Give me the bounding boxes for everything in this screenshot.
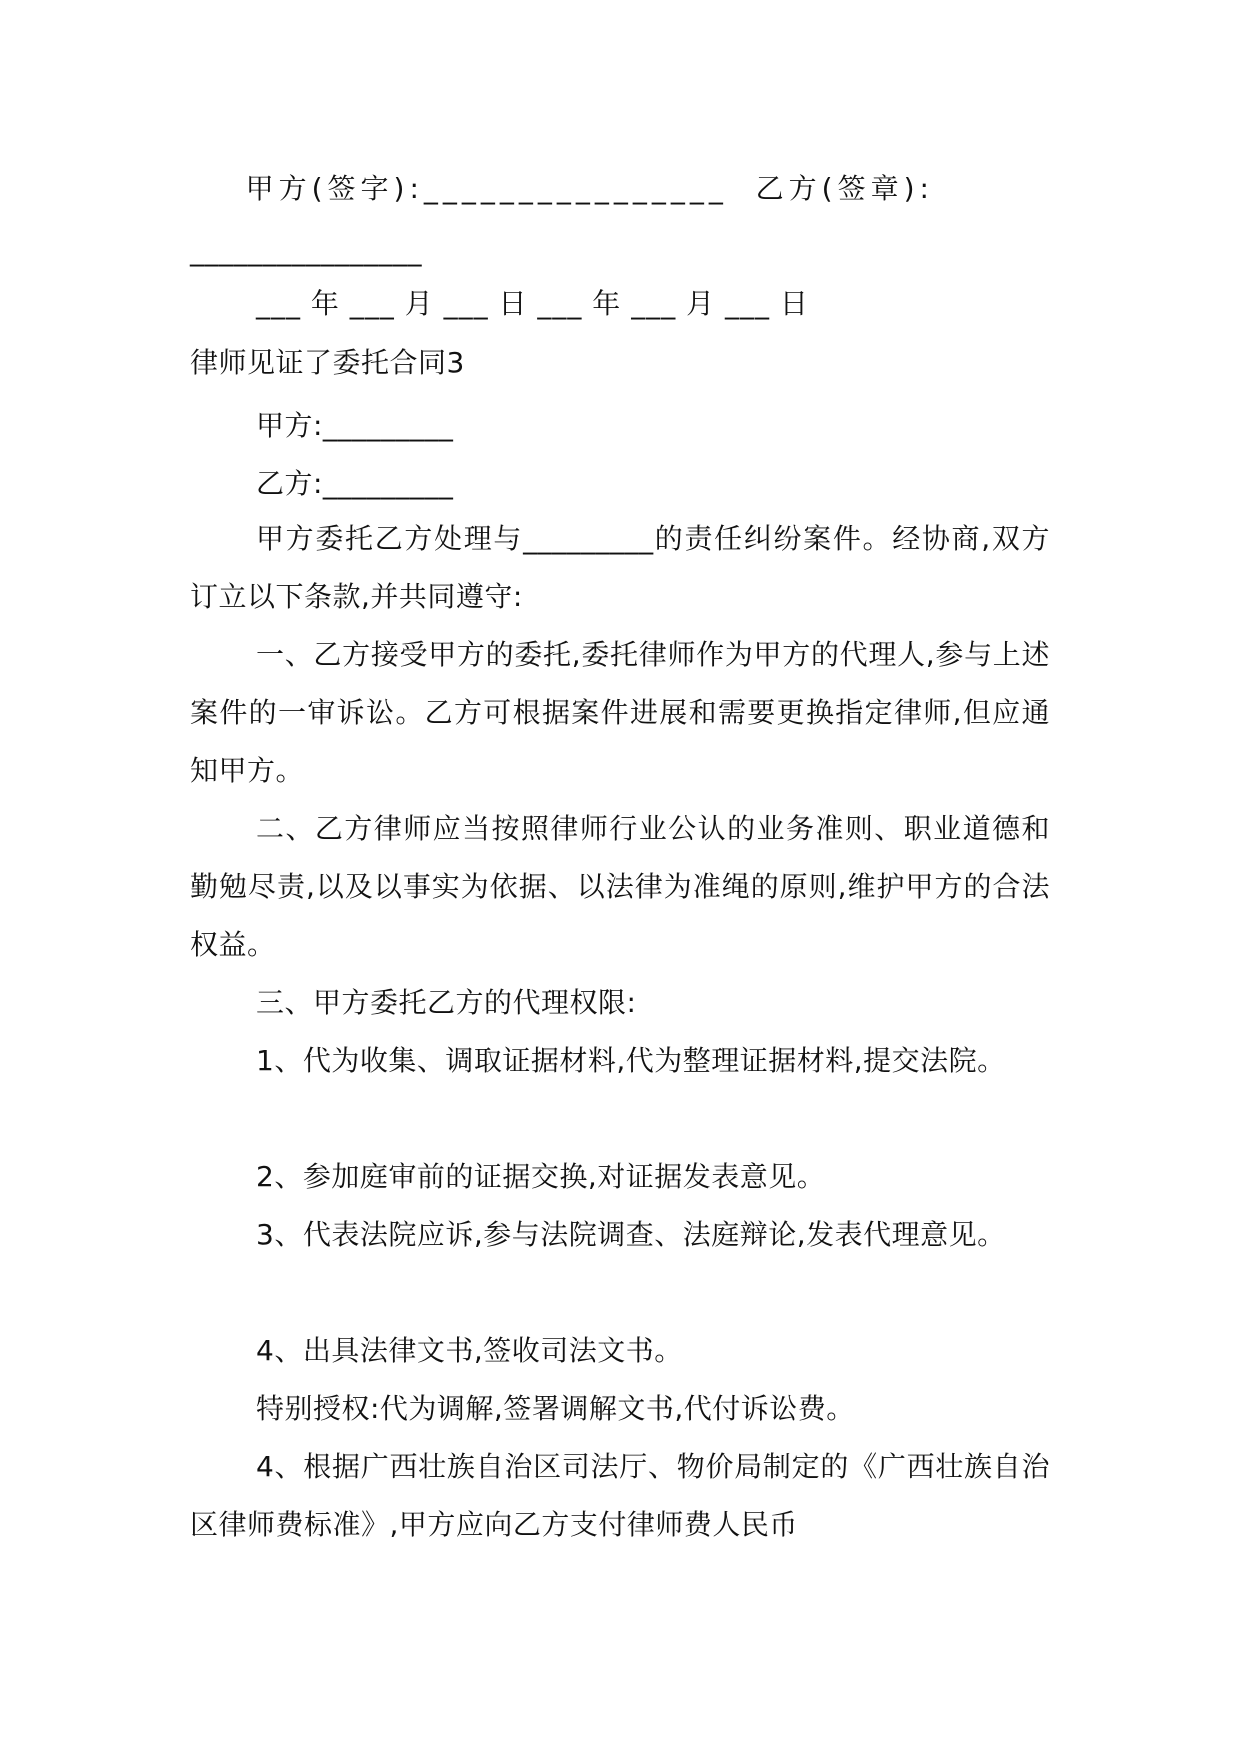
signature-line: 甲方(签字):________________ 乙方(签章): (190, 172, 934, 205)
paragraph-1: 甲方委托乙方处理与_________的责任纠纷案件。经协商,双方订立以下条款,并共同遵守: (190, 522, 1050, 613)
paragraph-8: 4、出具法律文书,签收司法文书。 (256, 1334, 683, 1367)
paragraph-4: 三、甲方委托乙方的代理权限: (256, 986, 637, 1019)
paragraph-7: 3、代表法院应诉,参与法院调查、法庭辩论,发表代理意见。 (256, 1218, 1006, 1251)
paragraph-9: 特别授权:代为调解,签署调解文书,代付诉讼费。 (256, 1392, 855, 1425)
paragraph-10: 4、根据广西壮族自治区司法厅、物价局制定的《广西壮族自治区律师费标准》,甲方应向乙方支付律师费人民币 (190, 1450, 1050, 1541)
paragraph-5: 1、代为收集、调取证据材料,代为整理证据材料,提交法院。 (256, 1044, 1006, 1077)
signature-underline: ________________ (190, 234, 422, 267)
party-a-field: 甲方:_________ (256, 409, 454, 442)
document-title: 律师见证了委托合同3 (190, 346, 465, 379)
date-line: ___ 年 ___ 月 ___ 日 ___ 年 ___ 月 ___ 日 (256, 287, 809, 320)
party-b-field: 乙方:_________ (256, 467, 454, 500)
paragraph-2: 一、乙方接受甲方的委托,委托律师作为甲方的代理人,参与上述案件的一审诉讼。乙方可根据案件进展和需要更换指定律师,但应通知甲方。 (190, 638, 1050, 787)
paragraph-6: 2、参加庭审前的证据交换,对证据发表意见。 (256, 1160, 826, 1193)
paragraph-3: 二、乙方律师应当按照律师行业公认的业务准则、职业道德和勤勉尽责,以及以事实为依据、以法律为准绳的原则,维护甲方的合法权益。 (190, 812, 1050, 961)
